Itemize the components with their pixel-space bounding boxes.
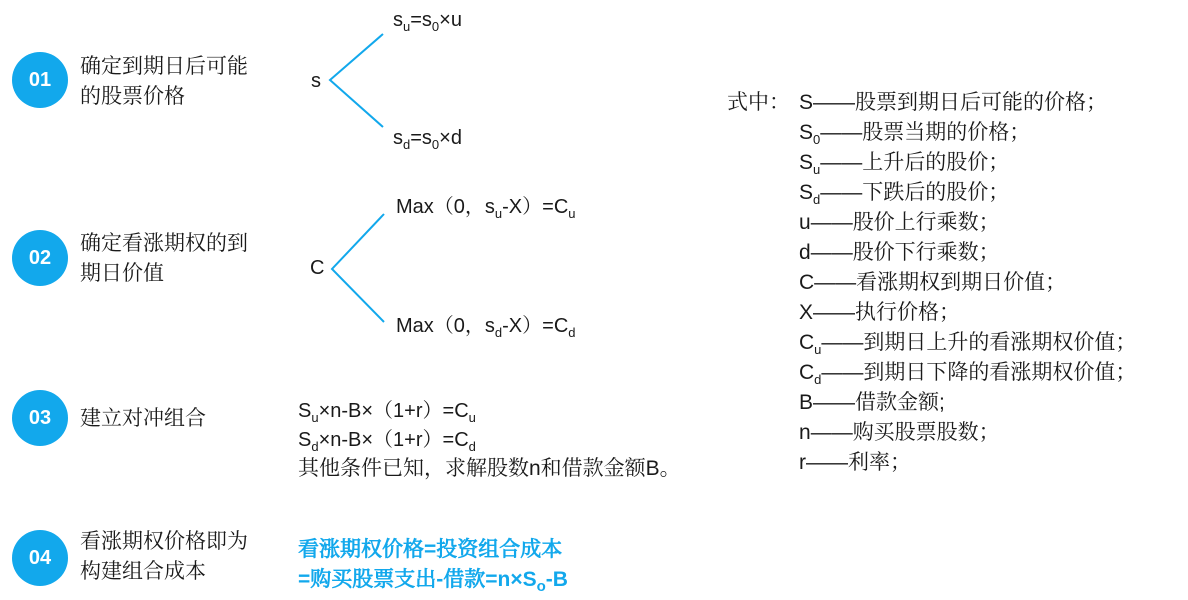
step-3-text: 建立对冲组合 [80, 407, 206, 430]
hedge-equation-up: $S_u\times n-B\times(1+r)=C_u$ [298, 400, 476, 425]
step-1-number: 01 [28, 68, 52, 91]
legend-item: n——购买股票股数； [799, 421, 1000, 444]
tree1-down-formula: $s_d=s_0\times d$ [393, 127, 462, 152]
price-line-1: 看涨期权价格=投资组合成本 [298, 538, 563, 561]
step-4-text: 看涨期权价格即为构建组合成本 [80, 530, 248, 583]
step-3-number: 03 [28, 406, 52, 429]
step-2-text: 确定看涨期权的到期日价值 [80, 232, 248, 285]
legend-item: d——股价下行乘数； [799, 241, 1000, 264]
legend-item: $C_d——$到期日下降的看涨期权价值； [799, 361, 1137, 387]
step-4-badge [12, 530, 68, 586]
legend-intro: 式中： [727, 91, 790, 114]
tree2-down-formula: Max（0，$s_d-X)=C_d$ [396, 315, 576, 340]
step-2-badge [12, 230, 68, 286]
tree2-branches [332, 214, 384, 322]
tree2-up-formula: Max（0，$s_u-X)=C_u$ [396, 196, 576, 221]
tree2-root: C [310, 257, 325, 279]
legend-item: X——执行价格； [799, 301, 961, 324]
legend-item: B——借款金额; [799, 391, 945, 414]
legend-item: u——股价上行乘数； [799, 211, 1000, 234]
hedge-note: 其他条件已知，求解股数n和借款金额B。 [298, 457, 681, 480]
legend-item: $C_u——$到期日上升的看涨期权价值； [799, 331, 1137, 357]
step-1-text: 确定到期日后可能的股票价格 [80, 55, 248, 108]
step-1-badge [12, 52, 68, 108]
tree1-up-formula: $s_u=s_0\times u$ [393, 9, 462, 34]
hedge-equation-down: $S_d\times n-B\times(1+r)=C_d$ [298, 429, 476, 454]
price-line-2: =购买股票支出-借款$=n\times S_o-B$ [298, 568, 568, 595]
tree1-root: s [311, 70, 321, 92]
legend-item: $S_d——$下跌后的股价； [799, 181, 1010, 207]
step-2-number: 02 [28, 246, 52, 269]
step-3-badge [12, 390, 68, 446]
step-4-number: 04 [28, 546, 52, 569]
legend-item: S——股票到期日后可能的价格； [799, 91, 1108, 114]
legend-item: $S_0——$股票当期的价格； [799, 121, 1031, 147]
legend-item: $S_u——$上升后的股价； [799, 151, 1010, 177]
legend-item: C——看涨期权到期日价值； [799, 271, 1067, 294]
legend-item: r——利率； [799, 451, 911, 474]
tree1-branches [330, 34, 383, 127]
